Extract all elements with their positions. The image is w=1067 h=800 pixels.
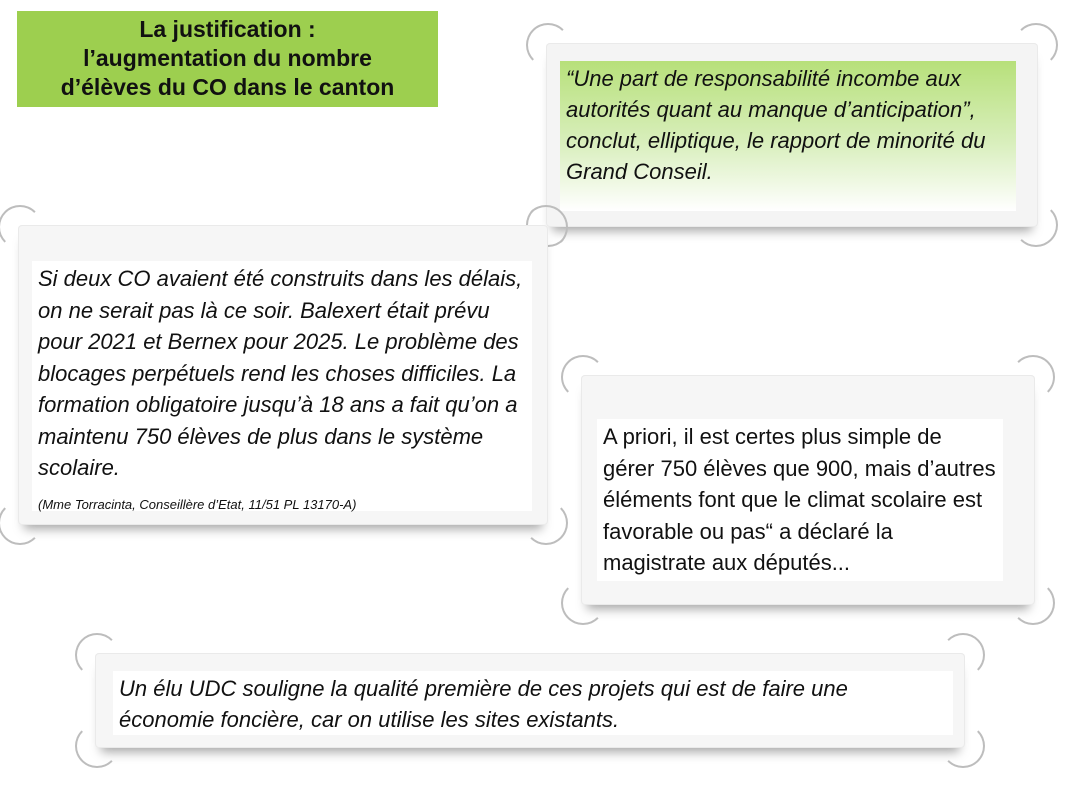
quote-magistrate-text: A priori, il est certes plus simple de gérer 750 élèves que 900, mais d’autres éléments font que le climat scolaire est favorable ou pas“ a déclaré la magistrate aux députés... [597, 419, 1003, 581]
quote-torracinta-text: Si deux CO avaient été construits dans les délais, on ne serait pas là ce soir. Balexert était prévu pour 2021 et Bernex pour 2025. Le problème des blocages perpétuels rend les choses difficiles. La formation obligatoire jusqu’à 18 ans a fait qu’on a maintenu 750 élèves de plus dans le système scolaire. [38, 266, 523, 480]
quote-udc-text: Un élu UDC souligne la qualité première de ces projets qui est de faire une économie foncière, car on utilise les sites existants. [113, 671, 953, 735]
quote-anticipation-text: “Une part de responsabilité incombe aux autorités quant au manque d’anticipation”, conclut, elliptique, le rapport de minorité du Grand Conseil. [560, 61, 1016, 211]
frame-corner-decoration [1011, 355, 1055, 399]
title-line-3: d’élèves du CO dans le canton [60, 74, 395, 100]
title-line-2: l’augmentation du nombre [83, 45, 372, 71]
quote-card-magistrate [581, 375, 1035, 605]
quote-torracinta-body [32, 261, 532, 511]
slide-title [17, 11, 438, 107]
quote-card-anticipation [546, 43, 1038, 227]
quote-card-udc [95, 653, 965, 748]
quote-torracinta-source: (Mme Torracinta, Conseillère d’Etat, 11/51 PL 13170-A) [38, 496, 357, 512]
title-line-1: La justification : [139, 16, 316, 42]
frame-corner-decoration [1014, 23, 1058, 67]
frame-corner-decoration [561, 581, 605, 625]
quote-card-torracinta [18, 225, 548, 525]
